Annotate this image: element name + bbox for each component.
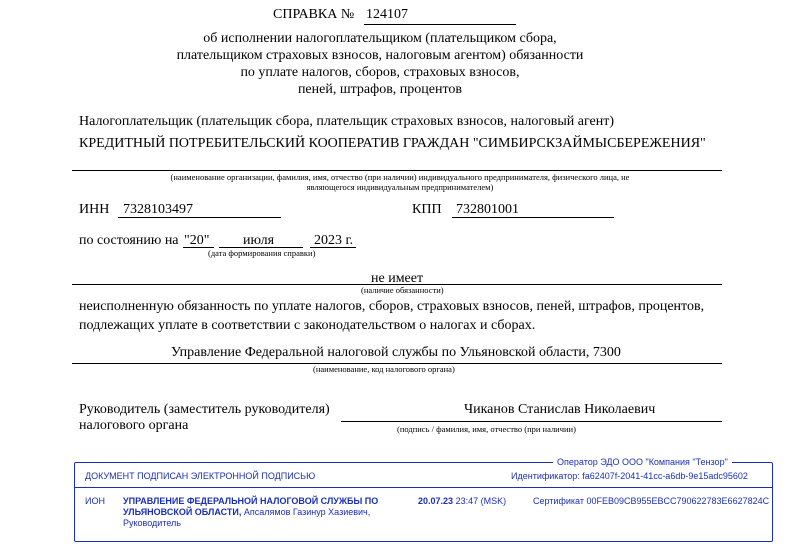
sign-time: 23:47 (MSK) [455,496,507,506]
subtitle-line: пеней, штрафов, процентов [297,82,463,97]
date-prefix: по состоянию на [79,233,179,248]
stamp-divider [75,487,772,488]
subtitle-line: об исполнении налогоплательщиком (плательщиком сбора, [203,31,557,46]
certificate-subtitle [100,30,660,98]
obligation-line: неисполненную обязанность по уплате налогов, сборов, страховых взносов, пеней, штрафов, процентов, [79,299,705,314]
subtitle-line: по уплате налогов, сборов, страховых взносов, [240,65,520,80]
inn-value: 7328103497 [123,202,193,217]
org-region: УЛЬЯНОВСКОЙ ОБЛАСТИ, [123,507,242,517]
signed-label: ДОКУМЕНТ ПОДПИСАН ЭЛЕКТРОННОЙ ПОДПИСЬЮ [85,471,316,481]
org-signer-name: Апсалямов Газинур Хазиевич, [241,507,371,517]
taxpayer-name: КРЕДИТНЫЙ ПОТРЕБИТЕЛЬСКИЙ КООПЕРАТИВ ГРАЖДАН "СИМБИРСКЗАЙМЫСБЕРЕЖЕНИЯ" [79,136,706,151]
org-line: УПРАВЛЕНИЕ ФЕДЕРАЛЬНОЙ НАЛОГОВОЙ СЛУЖБЫ ПО [123,496,379,506]
electronic-signature-stamp [74,457,773,542]
edo-operator: Оператор ЭДО ООО "Компания "Тензор" [553,457,732,467]
date-year: 2023 г. [314,233,354,248]
subtitle-line: плательщиком страховых взносов, налоговым агентом) обязанности [176,48,584,63]
certificate-title-label: СПРАВКА № [273,7,355,22]
kpp-value: 732801001 [456,202,519,217]
sign-datetime [418,496,506,506]
taxpayer-label: Налогоплательщик (плательщик сбора, плательщик страховых взносов, налоговый агент) [79,114,615,129]
org-line [123,507,378,518]
signer-name: Чиканов Станислав Николаевич [464,402,656,417]
obligation-line: подлежащих уплате в соответствии с законодательством о налогах и сборах. [79,318,536,333]
presence-value: не имеет [371,271,424,286]
authority-caption: (наименование, код налогового органа) [313,364,455,374]
kpp-underline [452,217,614,218]
org-line: Руководитель [123,518,181,528]
tax-authority-name: Управление Федеральной налоговой службы по Ульяновской области, 7300 [171,345,621,360]
taxpayer-caption [80,172,720,192]
signer-label-line1: Руководитель (заместитель руководителя) [79,402,330,417]
signer-underline [341,421,722,422]
ion-label: ИОН [85,496,105,506]
year-underline [310,247,356,248]
certificate-serial: Сертификат 00FEB09CB955EBCC790622783E6627824C [533,496,770,506]
sign-date: 20.07.23 [418,496,454,506]
kpp-label: КПП [412,202,442,217]
signer-caption: (подпись / фамилия, имя, отчество (при наличии) [397,424,576,434]
date-day: "20" [184,233,210,248]
date-caption: (дата формирования справки) [208,248,316,258]
certificate-number: 124107 [366,7,408,22]
document-identifier: Идентификатор: fa62407f-2041-41cc-a6db-9e15adc95602 [511,471,748,481]
inn-underline [118,217,281,218]
taxpayer-underline [72,170,722,171]
date-month: июля [243,233,275,248]
inn-label: ИНН [79,202,110,217]
signer-label-line2: налогового органа [79,418,189,433]
signer-organization [123,496,378,529]
presence-caption: (наличие обязанности) [361,285,444,295]
number-underline [364,24,516,25]
taxpayer-caption-line: (наименование организации, фамилия, имя, отчество (при наличии) индивидуального предпринимателя, физического лица, не [170,172,630,182]
taxpayer-caption-line: являющегося индивидуальным предпринимателем) [306,182,494,192]
